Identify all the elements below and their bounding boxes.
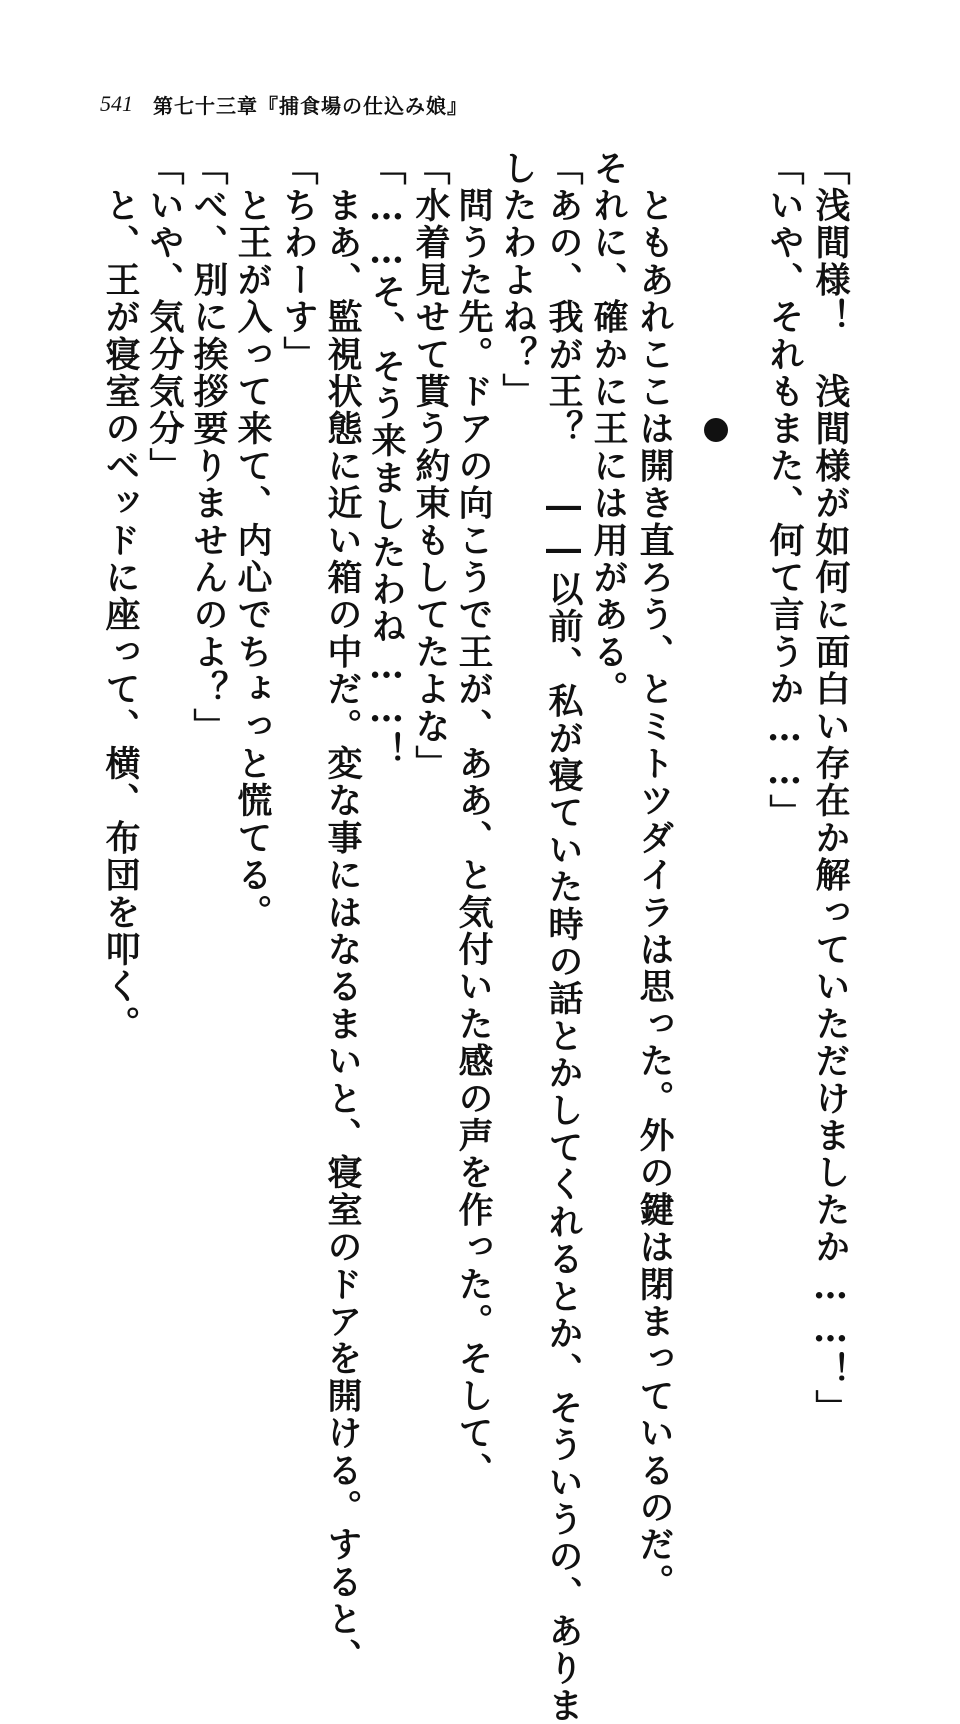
page-number: 541 (100, 91, 133, 116)
text-column: 「べ、別に挨拶要りませんのよ？」 (188, 150, 229, 746)
text-column: したわよね？」 (497, 150, 538, 411)
chapter-title: 第七十三章『捕食場の仕込み娘』 (153, 93, 468, 118)
text-column: 「水着見せて貰う約束もしてたよな」 (410, 150, 451, 783)
text-column: 「いや、それもまた、何て言うか……」 (764, 150, 805, 832)
text-column: まあ、監視状態に近い箱の中だ。変な事にはなるまいと、寝室のドアを開ける。すると、 (322, 150, 363, 1676)
text-column: 「あの、我が王？ ――以前、私が寝ていた時の話とかしてくれるとか、そういうの、ありま (543, 150, 584, 1724)
text-column: 「浅間様！ 浅間様が如何に面白い存在か解っていただけましたか……！」 (810, 150, 851, 1427)
text-column: 問うた先。ドアの向こうで王が、ああ、と気付いた感の声を作った。そして、 (453, 150, 494, 1490)
text-column: 「……そ、そう来ましたわね……！ (366, 150, 407, 770)
text-column: 「いや、気分気分」 (144, 150, 185, 485)
text-column: それに、確かに王には用がある。 (588, 150, 629, 708)
section-break-circle-icon (704, 418, 728, 442)
text-column: と、王が寝室のベッドに座って、横、布団を叩く。 (100, 150, 141, 1043)
text-column: と王が入って来て、内心でちょっと慌てる。 (232, 150, 273, 932)
text-column: ともあれここは開き直ろう、とミトツダイラは思った。外の鍵は閉まっているのだ。 (634, 150, 675, 1601)
running-header (100, 84, 468, 124)
text-column: 「ちわーす」 (278, 150, 319, 374)
